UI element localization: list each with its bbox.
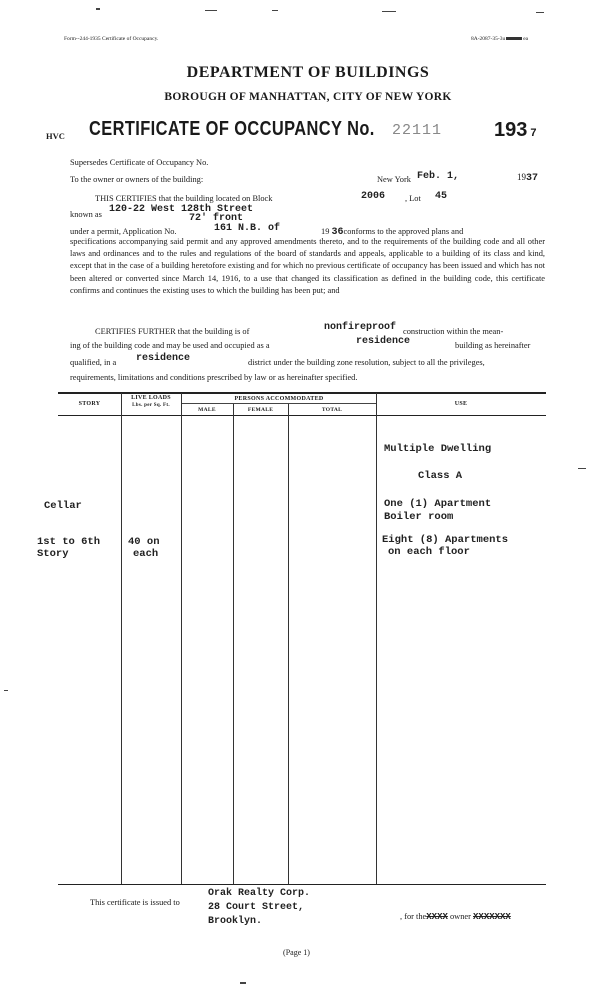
issue-date: Feb. 1, bbox=[417, 171, 460, 182]
for-the-owner bbox=[400, 911, 511, 923]
application-number: 161 N.B. of bbox=[214, 223, 281, 234]
persons-subheader-line bbox=[181, 403, 377, 404]
owner-city: Brooklyn. bbox=[208, 916, 263, 927]
occupancy-suffix: building as hereinafter bbox=[455, 341, 531, 350]
print-code-main: 8A-2087-35-3u bbox=[471, 36, 506, 42]
use-cellar-1: One (1) Apartment bbox=[384, 498, 492, 510]
certificate-number: 22111 bbox=[392, 122, 443, 139]
load-floors-2: each bbox=[133, 548, 159, 560]
certificate-title: CERTIFICATE OF OCCUPANCY No. bbox=[89, 118, 375, 140]
lot-number: 45 bbox=[435, 191, 448, 202]
issued-to-label: This certificate is issued to bbox=[90, 898, 180, 907]
print-code-suffix: ea bbox=[523, 36, 529, 42]
use-heading: Multiple Dwelling bbox=[384, 443, 492, 455]
header-male: MALE bbox=[198, 407, 216, 413]
permit-label: under a permit, Application No. bbox=[70, 227, 177, 236]
scan-mark bbox=[382, 11, 396, 12]
legal-text: specifications accompanying said permit and any approved amendments thereto, and to the requirements of the building code and all other laws and ordinances and to the rules and regulations of the board of standards and appeals, applicable to a building of its class and kind, except that in the case of a building heretofore existing and for which no previous certificate of occupancy has been issued and which has not been altered or converted since March 14, 1916, to a use that changed its classification as defined in the building code, this certificate confirms and continues the existing uses to which the building has been put; and bbox=[70, 237, 545, 295]
header-story: STORY bbox=[78, 401, 101, 407]
certificate-year bbox=[494, 119, 537, 142]
scan-mark bbox=[205, 10, 217, 11]
table-row bbox=[44, 500, 82, 512]
year-prefix: 193 bbox=[494, 119, 528, 141]
district-suffix: district under the building zone resolution, subject to all the privileges, bbox=[248, 358, 485, 367]
for-the-label: , for the bbox=[400, 912, 427, 921]
known-as-label: known as bbox=[70, 210, 102, 219]
page-number: (Page 1) bbox=[283, 948, 310, 957]
header-female: FEMALE bbox=[247, 407, 274, 413]
use-floors-1: Eight (8) Apartments bbox=[382, 534, 509, 546]
use-class: Class A bbox=[418, 470, 463, 482]
hvc-label: HVC bbox=[46, 131, 65, 141]
story-floors-2: Story bbox=[37, 548, 69, 560]
form-number: Form--244-1935 Certificate of Occupancy. bbox=[64, 36, 159, 42]
scan-mark bbox=[578, 468, 586, 469]
load-floors-1: 40 on bbox=[128, 536, 160, 548]
district-type: residence bbox=[136, 353, 191, 364]
app-year-value: 36 bbox=[331, 227, 344, 238]
district-line: qualified, in a bbox=[70, 358, 117, 367]
story-floors-1: 1st to 6th bbox=[37, 536, 101, 548]
print-code bbox=[471, 36, 528, 42]
struck-text-1: XXXX bbox=[426, 912, 448, 922]
col-divider-4 bbox=[288, 404, 289, 884]
story-cellar: Cellar bbox=[44, 500, 82, 512]
new-york-label: New York bbox=[377, 175, 411, 184]
header-persons: PERSONS ACCOMMODATED bbox=[234, 396, 324, 402]
owner-name: Orak Realty Corp. bbox=[208, 888, 311, 899]
borough-title: BOROUGH OF MANHATTAN, CITY OF NEW YORK bbox=[164, 91, 452, 103]
table-header-border bbox=[58, 415, 546, 416]
header-use: USE bbox=[454, 401, 468, 407]
use-floors-2: on each floor bbox=[388, 546, 470, 558]
header-live-loads: LIVE LOADS bbox=[131, 395, 171, 401]
building-address: 120-22 West 128th Street bbox=[109, 204, 254, 215]
col-divider-5 bbox=[376, 393, 377, 884]
scan-mark bbox=[96, 8, 100, 10]
occupancy-type: residence bbox=[356, 336, 411, 347]
block-number: 2006 bbox=[361, 191, 386, 202]
supersedes-line: Supersedes Certificate of Occupancy No. bbox=[70, 158, 209, 167]
further-suffix: construction within the mean- bbox=[403, 327, 504, 336]
issue-year-typed: 37 bbox=[526, 173, 539, 184]
certifies-further-line bbox=[95, 326, 249, 338]
issue-year bbox=[517, 172, 538, 184]
department-title: DEPARTMENT OF BUILDINGS bbox=[186, 64, 430, 81]
col-divider-1 bbox=[121, 393, 122, 884]
scan-mark bbox=[536, 12, 544, 13]
occupancy-line: ing of the building code and may be used and occupied as a bbox=[70, 341, 270, 350]
scan-mark bbox=[4, 690, 8, 691]
issue-year-printed: 19 bbox=[517, 172, 526, 182]
col-divider-3 bbox=[233, 404, 234, 884]
further-prefix: CERTIFIES FURTHER that the building is of bbox=[95, 327, 250, 336]
lot-label: , Lot bbox=[405, 194, 421, 203]
scan-mark bbox=[272, 10, 278, 11]
to-owner-line: To the owner or owners of the building: bbox=[70, 175, 204, 184]
header-live-loads-sub: Lbs. per Sq. Ft. bbox=[132, 403, 170, 408]
struck-text-2: XXXXXXX bbox=[473, 912, 511, 922]
table-bottom-border bbox=[58, 884, 546, 885]
certifies-text: THIS CERTIFIES that the building located on Block bbox=[95, 194, 273, 203]
owner-street: 28 Court Street, bbox=[208, 902, 305, 913]
col-divider-2 bbox=[181, 393, 182, 884]
use-cellar-2: Boiler room bbox=[384, 511, 454, 523]
construction-type: nonfireproof bbox=[324, 322, 397, 333]
table-top-border bbox=[58, 392, 546, 394]
header-total: TOTAL bbox=[321, 407, 343, 413]
building-frontage: 72' front bbox=[189, 213, 244, 224]
owner-word: owner bbox=[449, 912, 471, 921]
year-suffix: 7 bbox=[530, 127, 537, 139]
requirements-line: requirements, limitations and conditions prescribed by law or as hereinafter specified. bbox=[70, 373, 358, 382]
print-code-redaction bbox=[506, 37, 522, 40]
permit-suffix: conforms to the approved plans and bbox=[343, 227, 464, 236]
scan-mark bbox=[240, 982, 246, 984]
app-year-label: 19 bbox=[321, 227, 330, 236]
